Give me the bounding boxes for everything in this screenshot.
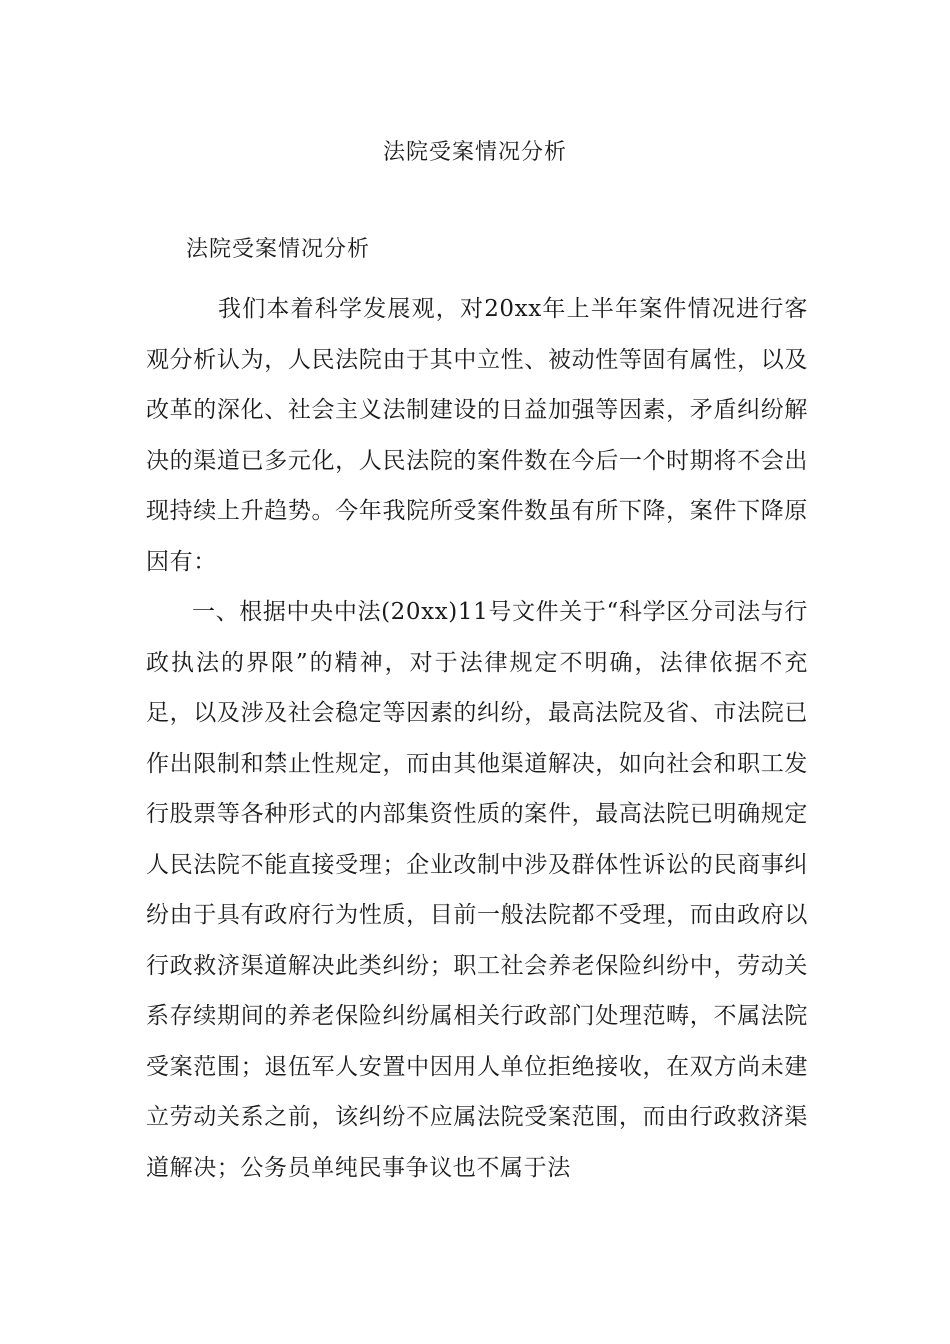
document-body — [146, 284, 808, 1193]
body-paragraph-1: 我们本着科学发展观，对20xx年上半年案件情况进行客观分析认为，人民法院由于其中立性、被动性等固有属性，以及改革的深化、社会主义法制建设的日益加强等因素，矛盾纠纷解决的渠道已多元化，人民法院的案件数在今后一个时期将不会出现持续上升趋势。今年我院所受案件数虽有所下降，案件下降原因有： — [146, 296, 808, 575]
document-title: 法院受案情况分析 — [382, 140, 567, 165]
body-paragraph-2: 一、根据中央中法(20xx)11号文件关于“科学区分司法与行政执法的界限”的精神，对于法律规定不明确，法律依据不充足，以及涉及社会稳定等因素的纠纷，最高法院及省、市法院已作出限制和禁止性规定，而由其他渠道解决，如向社会和职工发行股票等各种形式的内部集资性质的案件，最高法院已明确规定人民法院不能直接受理；企业改制中涉及群体性诉讼的民商事纠纷由于具有政府行为性质，目前一般法院都不受理，而由政府以行政救济渠道解决此类纠纷；职工社会养老保险纠纷中，劳动关系存续期间的养老保险纠纷属相关行政部门处理范畴，不属法院受案范围；退伍军人安置中因用人单位拒绝接收，在双方尚未建立劳动关系之前，该纠纷不应属法院受案范围，而由行政救济渠道解决；公务员单纯民事争议也不属于法 — [146, 599, 808, 1181]
document-subtitle: 法院受案情况分析 — [186, 237, 371, 262]
